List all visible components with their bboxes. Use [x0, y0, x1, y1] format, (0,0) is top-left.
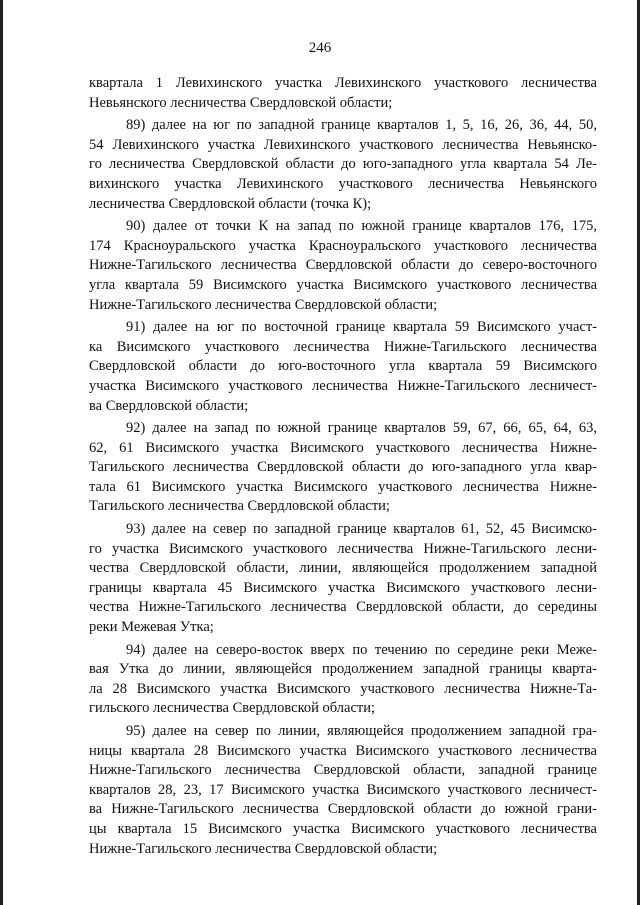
text-line: 91) далее на юг по восточной границе квартала 59 Висимского участ- — [126, 319, 597, 336]
page-number: 246 — [308, 40, 332, 56]
text-line: ва Свердловской области; — [89, 397, 249, 414]
text-line: вая Утка до линии, являющейся продолжением западной границы кварта- — [89, 661, 597, 678]
text-line: 174 Красноуральского участка Красноуральского участкового лесничества — [89, 237, 597, 254]
text-line: Свердловской области до юго-восточного угла квартала 59 Висимского — [89, 358, 597, 375]
paragraph-91 — [89, 318, 597, 416]
text-line: го участка Висимского участкового лесничества Нижне-Тагильского лесни- — [89, 540, 597, 557]
paragraph-90 — [89, 217, 597, 315]
text-line: 62, 61 Висимского участка Висимского участкового лесничества Нижне- — [89, 439, 597, 456]
text-line: тала 61 Висимского участка Висимского участкового лесничества Нижне- — [89, 478, 597, 495]
text-line: 89) далее на юг по западной границе кварталов 1, 5, 16, 26, 36, 44, 50, — [126, 117, 597, 134]
text-line: Нижне-Тагильского лесничества Свердловской области; — [89, 296, 438, 313]
text-line: 95) далее на север по линии, являющейся продолжением западной гра- — [126, 723, 597, 739]
text-line: Тагильского лесничества Свердловской области до юго-западного угла квар- — [89, 459, 597, 476]
text-line: 93) далее на север по западной границе кварталов 61, 52, 45 Висимско- — [126, 521, 597, 538]
text-line: ницы квартала 28 Висимского участка Висимского участкового лесничества — [89, 742, 597, 759]
text-line: цы квартала 15 Висимского участка Висимского участкового лесничества — [89, 820, 597, 837]
paragraph-94 — [89, 641, 597, 719]
text-line: 94) далее на северо-восток вверх по течению по середине реки Меже- — [126, 641, 597, 658]
paragraph-95 — [89, 722, 597, 859]
text-line: чества Свердловской области, линии, являющейся продолжением западной — [89, 560, 597, 577]
text-line: гильского лесничества Свердловской области; — [89, 700, 376, 717]
text-line: вихинского участка Левихинского участкового лесничества Невьянского — [89, 175, 597, 192]
text-line: границы квартала 45 Висимского участка Висимского участкового лесни- — [89, 579, 597, 596]
text-line: чества Нижне-Тагильского лесничества Свердловской области, до середины — [89, 599, 597, 616]
text-line: угла квартала 59 Висимского участка Висимского участкового лесничества — [89, 276, 597, 293]
text-line: участка Висимского участкового лесничества Нижне-Тагильского лесничест- — [89, 377, 597, 394]
text-line: ва Нижне-Тагильского лесничества Свердловской области до южной грани- — [89, 801, 597, 818]
text-line: кварталов 28, 23, 17 Висимского участка Висимского участкового лесничест- — [89, 781, 597, 798]
text-line: го лесничества Свердловской области до юго-западного угла квартала 54 Ле- — [89, 156, 597, 173]
text-line: ла 28 Висимского участка Висимского участкового лесничества Нижне-Та- — [89, 680, 597, 697]
text-line: Нижне-Тагильского лесничества Свердловской области; — [89, 840, 438, 857]
text-line: ка Висимского участкового лесничества Нижне-Тагильского лесничества — [89, 338, 597, 355]
scan-edge-left — [0, 0, 3, 905]
text-line: 92) далее на запад по южной границе кварталов 59, 67, 66, 65, 64, 63, — [126, 420, 597, 437]
text-line: Тагильского лесничества Свердловской области; — [89, 498, 390, 515]
paragraph-92 — [89, 419, 597, 517]
text-line: Невьянского лесничества Свердловской области; — [89, 94, 393, 111]
text-line: лесничества Свердловской области (точка К); — [89, 195, 372, 212]
text-line: 54 Левихинского участка Левихинского участкового лесничества Невьянско- — [89, 136, 597, 153]
text-line: реки Межевая Утка; — [89, 619, 214, 636]
text-line: квартала 1 Левихинского участка Левихинского участкового лесничества — [89, 75, 597, 91]
document-body — [89, 74, 597, 862]
text-line: Нижне-Тагильского лесничества Свердловской области до северо-восточного — [89, 257, 597, 274]
text-line: 90) далее от точки К на запад по южной границе кварталов 176, 175, — [126, 218, 597, 235]
text-line: Нижне-Тагильского лесничества Свердловской области, западной границе — [89, 762, 597, 779]
paragraph-continuation — [89, 74, 597, 113]
paragraph-93 — [89, 520, 597, 638]
paragraph-89 — [89, 116, 597, 214]
